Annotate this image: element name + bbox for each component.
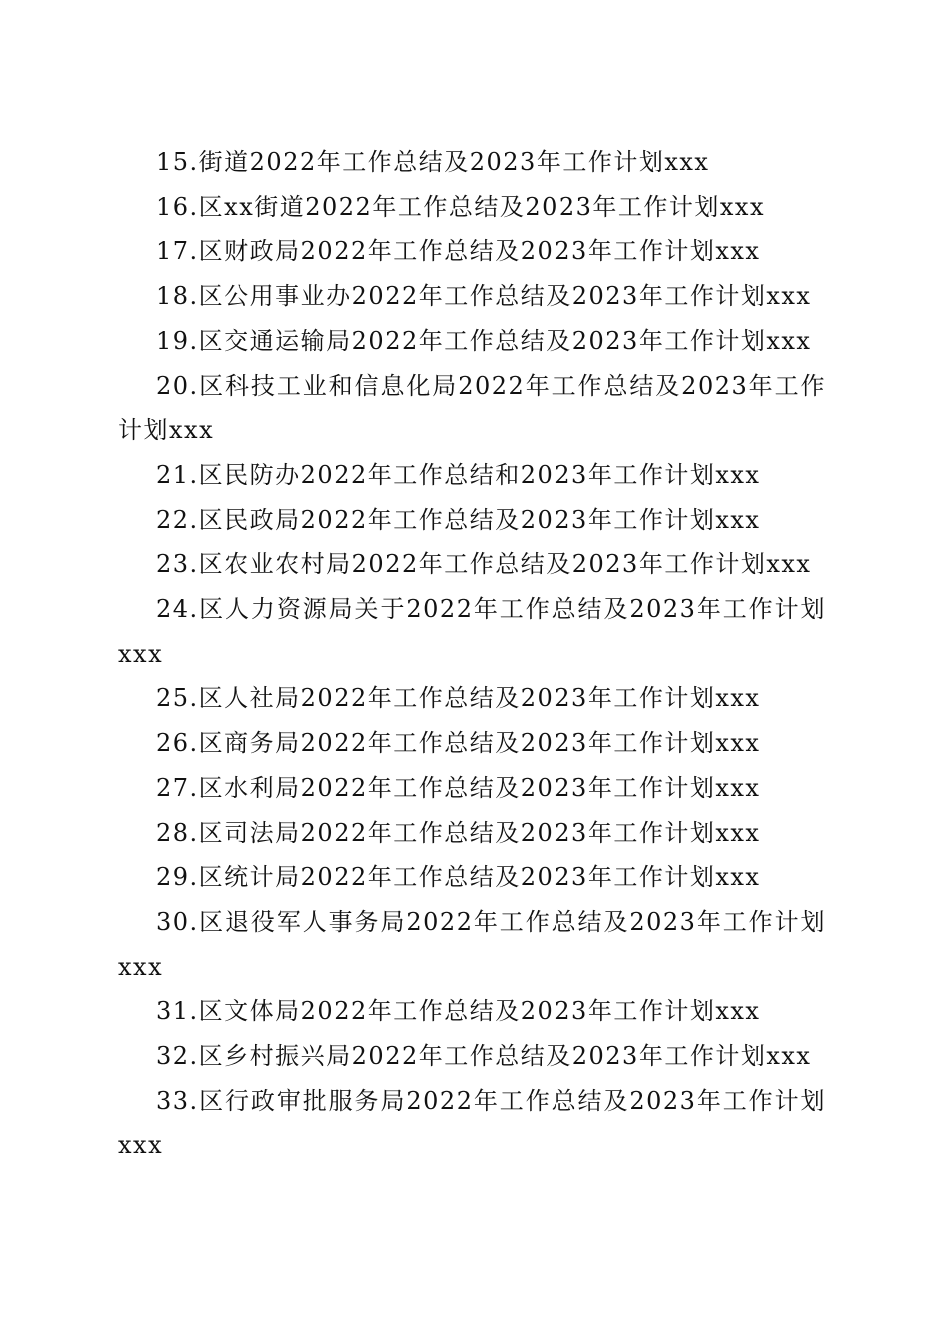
list-item: 28.区司法局2022年工作总结及2023年工作计划xxx (156, 818, 761, 847)
list-item: 22.区民政局2022年工作总结及2023年工作计划xxx (156, 505, 761, 534)
document-list (118, 140, 826, 1168)
list-item: 31.区文体局2022年工作总结及2023年工作计划xxx (156, 997, 761, 1026)
list-item: 20.区科技工业和信息化局2022年工作总结及2023年工作计划xxx (118, 371, 826, 445)
list-item: 23.区农业农村局2022年工作总结及2023年工作计划xxx (156, 550, 812, 579)
list-item: 15.街道2022年工作总结及2023年工作计划xxx (156, 148, 710, 176)
list-item: 24.区人力资源局关于2022年工作总结及2023年工作计划xxx (118, 595, 826, 668)
list-item: 27.区水利局2022年工作总结及2023年工作计划xxx (156, 773, 761, 802)
list-item: 19.区交通运输局2022年工作总结及2023年工作计划xxx (156, 326, 812, 355)
list-item: 29.区统计局2022年工作总结及2023年工作计划xxx (156, 863, 761, 892)
list-item: 16.区xx街道2022年工作总结及2023年工作计划xxx (156, 192, 765, 221)
list-item: 26.区商务局2022年工作总结及2023年工作计划xxx (156, 729, 761, 758)
list-item: 30.区退役军人事务局2022年工作总结及2023年工作计划xxx (118, 907, 826, 981)
list-item: 21.区民防办2022年工作总结和2023年工作计划xxx (156, 460, 761, 489)
list-item: 25.区人社局2022年工作总结及2023年工作计划xxx (156, 684, 761, 713)
list-item: 33.区行政审批服务局2022年工作总结及2023年工作计划xxx (118, 1086, 826, 1160)
list-item: 32.区乡村振兴局2022年工作总结及2023年工作计划xxx (156, 1042, 812, 1071)
list-item: 17.区财政局2022年工作总结及2023年工作计划xxx (156, 237, 761, 266)
list-item: 18.区公用事业办2022年工作总结及2023年工作计划xxx (156, 282, 812, 311)
